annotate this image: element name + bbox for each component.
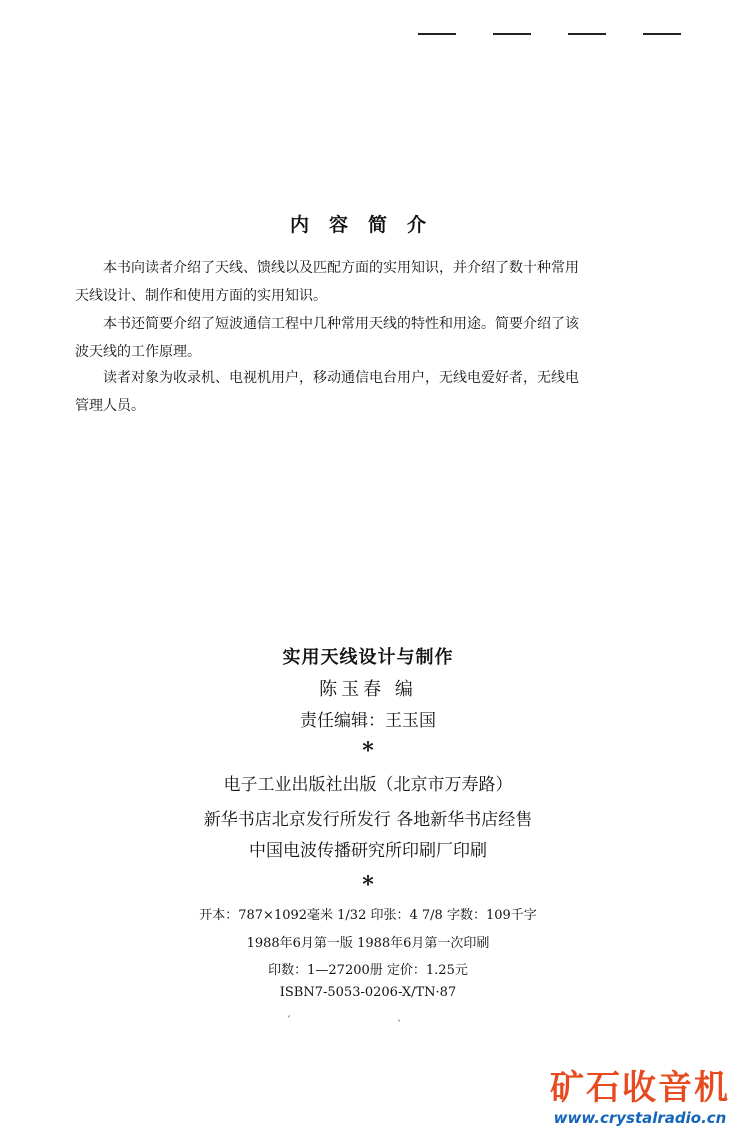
distributor: 新华书店北京发行所发行 各地新华书店经售 (203, 810, 533, 830)
editor: 责任编辑：王玉国 (300, 711, 436, 731)
summary-paragraph-1 (75, 254, 663, 310)
separator-star-1: * (362, 738, 374, 764)
summary-paragraph-2 (75, 310, 663, 366)
header-rule-1 (418, 33, 456, 35)
paragraph-line: 本书向读者介绍了天线、馈线以及匹配方面的实用知识，并介绍了数十种常用 (103, 260, 579, 276)
author: 陈玉春 编 (319, 679, 417, 700)
publisher: 电子工业出版社出版（北京市万寿路） (223, 775, 513, 795)
summary-paragraph-3 (75, 364, 663, 420)
paragraph-line: 天线设计、制作和使用方面的实用知识。 (75, 288, 327, 304)
print-run: 印数：1—27200册 定价：1.25元 (268, 963, 468, 978)
paragraph-line: 波天线的工作原理。 (75, 344, 201, 360)
header-rule-4 (643, 33, 681, 35)
speck-mark: ˊ (286, 1016, 291, 1027)
printer: 中国电波传播研究所印刷厂印刷 (249, 841, 487, 861)
watermark (550, 1068, 730, 1128)
summary-title: 内容简介 (289, 214, 446, 236)
watermark-url: www.crystalradio.cn (553, 1109, 727, 1127)
watermark-chinese: 矿石收音机 (550, 1068, 730, 1108)
speck-mark: ˋ (397, 1020, 402, 1031)
header-rule-2 (493, 33, 531, 35)
edition-info: 1988年6月第一版 1988年6月第一次印刷 (246, 936, 490, 951)
paragraph-line: 本书还简要介绍了短波通信工程中几种常用天线的特性和用途。简要介绍了该 (103, 316, 579, 332)
paragraph-line: 管理人员。 (75, 398, 145, 414)
separator-star-2: * (362, 872, 374, 898)
isbn: ISBN7-5053-0206-X/TN·87 (279, 985, 457, 1000)
header-rule-3 (568, 33, 606, 35)
book-specs: 开本：787×1092毫米 1/32 印张：4 7/8 字数：109千字 (199, 908, 537, 923)
book-title: 实用天线设计与制作 (282, 647, 454, 668)
paragraph-line: 读者对象为收录机、电视机用户，移动通信电台用户，无线电爱好者，无线电 (103, 370, 579, 386)
